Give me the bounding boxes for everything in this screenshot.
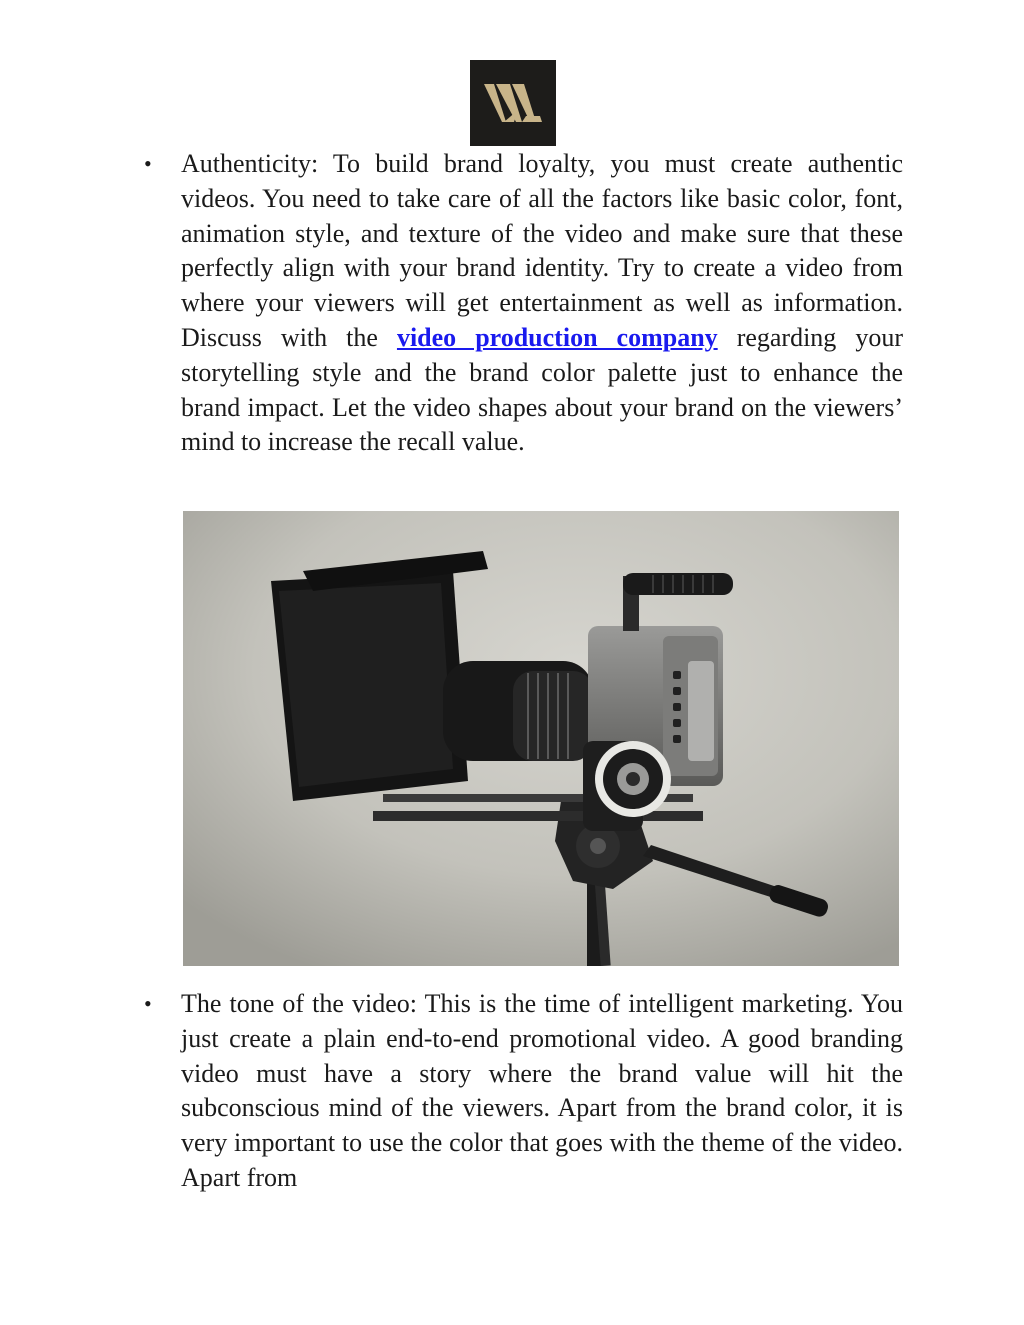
video-production-company-link[interactable]: video production company (396, 322, 718, 352)
brand-logo (470, 60, 556, 146)
bullet-tone-of-video (144, 987, 903, 1196)
bullet-marker: • (144, 991, 152, 1016)
double-w-monogram-icon (470, 60, 556, 146)
bullet-authenticity (144, 147, 903, 460)
camera-on-tripod-icon (183, 511, 899, 966)
camera-photo (183, 511, 899, 966)
bullet-marker: • (144, 151, 152, 176)
tone-paragraph: The tone of the video: This is the time of intelligent marketing. You just create a plain end-to-end promotional video. A good branding video must have a story where the brand value will hit the subconscious mind of the viewers. Apart from the brand color, it is very important to use the color that goes with the theme of the video. Apart from (181, 989, 903, 1192)
authenticity-paragraph: Authenticity: To build brand loyalty, you must create authentic videos. You need to take care of all the factors like basic color, font, animation style, and texture of the video and make sure that these perfectly align with your brand identity. Try to create a video from where your viewers will get entertainment as well as information. Discuss with the video production company regarding your storytelling style and the brand color palette just to enhance the brand impact. Let the video shapes about your brand on the viewers’ mind to increase the recall value. (181, 149, 903, 457)
